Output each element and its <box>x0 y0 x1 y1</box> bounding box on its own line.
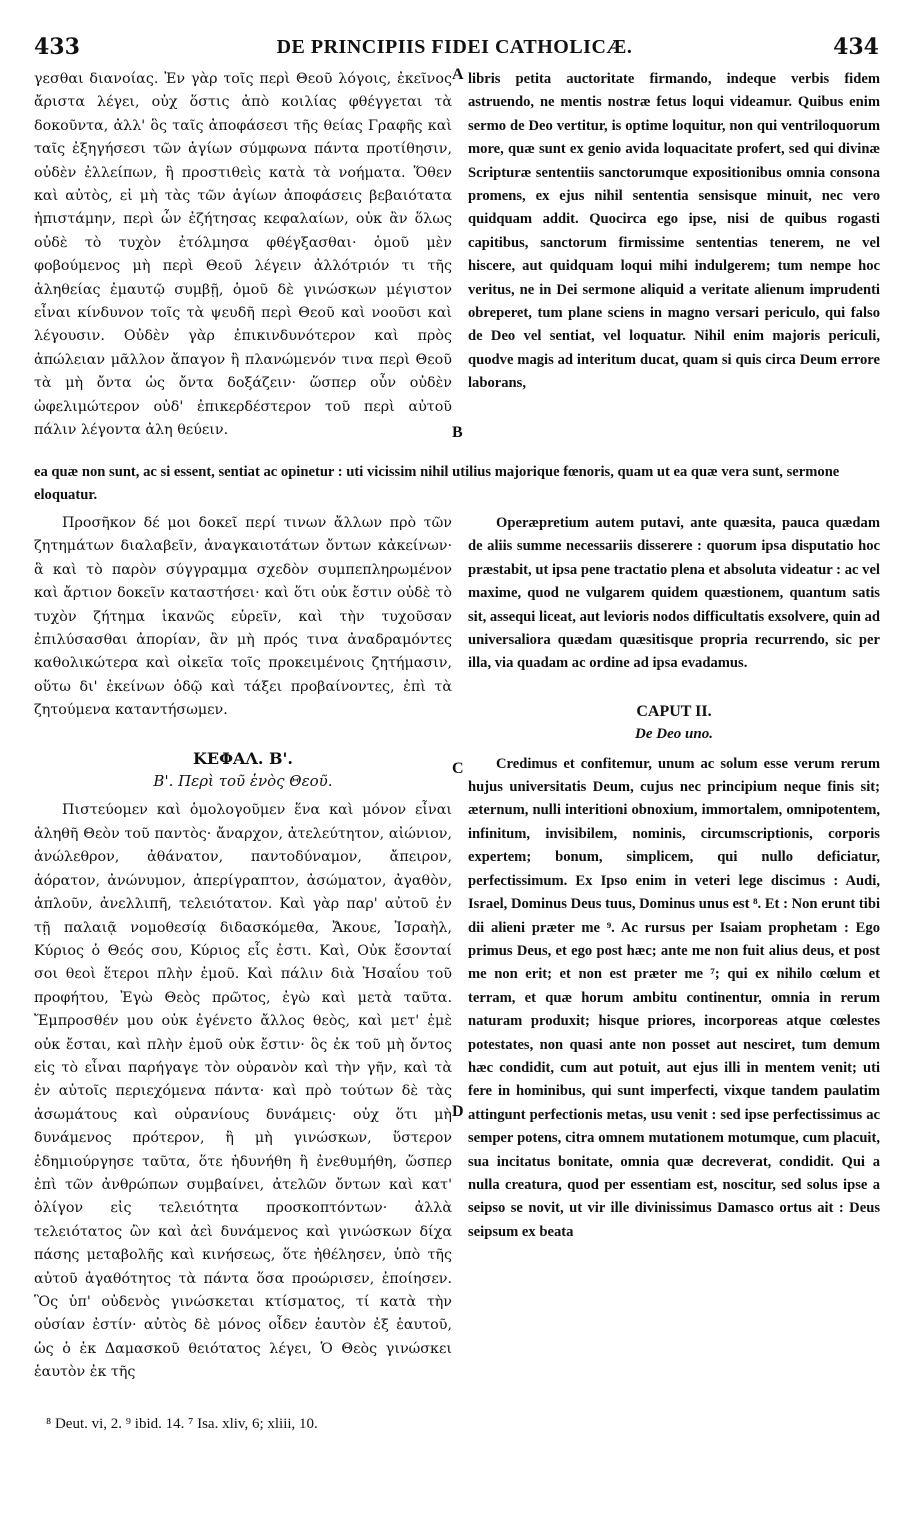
greek-paragraph-2: Προσῆκον δέ μοι δοκεῖ περί τινων ἄλλων πρὸ τῶν ζητημάτων διαλαβεῖν, ἀναγκαιοτάτων ὄντων κἀκείνων· ἃ καὶ τὸ παρὸν σύγγραμμα σχεδὸν συμπεπληρωμένον καὶ ἄρτιον δοκεῖν καταστήσει· καὶ ὅτι οὐκ ἔστιν οὐδὲ τὸ τυχὸν ζήτημα ἱκανῶς εὑρεῖν, καὶ τὴν τυχοῦσαν ἐπιλύσασθαι ἀπορίαν, ἂν μὴ πρός τινα ἀναδραμόντες καθολικώτερα καὶ οἰκεῖα τοῖς προκειμένοις ζητήμασιν, οὕτω δι' ἐκείνων ὁδῷ καὶ τάξει προβαίνοντες, ἐπὶ τὰ ζητούμενα καταντήσωμεν. <box>34 515 452 719</box>
greek-chapter-heading: ΚΕΦΑΛ. Β'. <box>193 748 293 768</box>
right-page-number: 434 <box>833 34 879 60</box>
running-header <box>20 34 889 64</box>
margin-letter-d: D <box>452 1103 464 1120</box>
footnotes: ⁸ Deut. vi, 2. ⁹ ibid. 14. ⁷ Isa. xliv, 6; xliii, 10. <box>46 1416 318 1432</box>
greek-paragraph-3: Πιστεύομεν καὶ ὁμολογοῦμεν ἕνα καὶ μόνον εἶναι ἀληθῆ Θεὸν τοῦ παντὸς· ἄναρχον, ἀτελεύτητον, αἰώνιον, ἀνώλεθρον, ἀθάνατον, παντοδύναμον, ἄπειρον, ἀόρατον, ἀνώνυμον, ἀπερίγραπτον, ἀσώματον, ἀγαθὸν, ἁπλοῦν, ἀνελλιπῆ, τελειότατον. Καὶ γὰρ παρ' αὐτοῦ ἐν τῇ παλαιᾷ νομοθεσίᾳ διδασκόμεθα, Ἄκουε, Ἰσραὴλ, Κύριος ὁ Θεός σου, Κύριος εἷς ἐστι. Καὶ, Οὐκ ἔσονταί σοι θεοὶ ἕτεροι πλὴν ἐμοῦ. Καὶ πάλιν διὰ Ἠσαΐου τοῦ προφήτου, Ἐγὼ Θεὸς πρῶτος, ἐγὼ καὶ μετὰ ταῦτα. Ἔμπροσθέν μου οὐκ ἐγένετο ἄλλος θεὸς, καὶ μετ' ἐμὲ οὐκ ἔσται, καὶ πλὴν ἐμοῦ οὐκ ἔστιν· ὃς ἐκ τοῦ μὴ ὄντος εἰς τὸ εἶναι παρήγαγε τὸν οὐρανὸν καὶ τὴν γῆν, καὶ τὰ ἐν αὐτοῖς περιεχόμενα πάντα· καὶ πρὸ τούτων δὲ τὰς ἀσωμάτους καὶ οὐρανίους δυνάμεις· οὐχ ὅτι μὴ δυνάμενος πρότερον, ἢ μὴ γινώσκων, ὕστερον ἐδημιούργησε ταῦτα, ὅτε ἠδυνήθη ἢ ἐνεθυμήθη, ὥσπερ ἐπὶ τῶν ἀνθρώπων συμβαίνει, ἀτελῶν ὄντων καὶ κατ' ὀλίγον εἰς τελειότητα προσκοπτόντων· ἀλλὰ τελειότατος ὢν καὶ ἀεὶ δυνάμενος καὶ γινώσκων δίχα πάσης μεταβολῆς καὶ κινήσεως, ὅτε ἠθέλησεν, ὑπὸ τῆς αὐτοῦ ἀγαθότητος τὰ πάντα ὅσα προώρισεν, ἐποίησεν. Ὃς ὑπ' οὐδενὸς γινώσκεται κτίσματος, τί κατὰ τὴν οὐσίαν ἐστίν· αὐτὸς δὲ μόνος οἶδεν ἑαυτὸν ἐξ ἑαυτοῦ, ὡς ὁ ἐκ Δαμασκοῦ θειότατος λέγει, Ὁ Θεὸς γινώσκει ἑαυτὸν ἐκ τῆς <box>34 802 452 1381</box>
latin-paragraph-2: Operæpretium autem putavi, ante quæsita, pauca quædam de aliis summe necessariis disserere : quorum ipsa disputatio hoc præstabit, ut ipsa pene tractatio plena et absoluta videatur : ac vel maxime, quod ne vulgarem quidem quæstionem, quantum satis sit, assequi liceat, aut levioris nodos difficultatis exsolvere, quin ad universaliora quædam quæsitisque propria recurrendo, sic per illa, via quadam ac ordine ad ipsa evadamus. <box>468 515 880 672</box>
greek-column <box>34 68 452 463</box>
latin-chapter-subtitle: De Deo uno. <box>635 726 713 743</box>
running-title: DE PRINCIPIIS FIDEI CATHOLICÆ. <box>276 36 633 58</box>
greek-column-lower <box>34 512 452 1407</box>
margin-letter-b: B <box>452 424 463 441</box>
margin-letter-c: C <box>452 760 464 777</box>
greek-paragraph-1: γεσθαι διανοίας. Ἐν γὰρ τοῖς περὶ Θεοῦ λόγοις, ἐκεῖνος ἄριστα λέγει, οὐχ ὅστις ἀπὸ κοιλίας φθέγγεται τὰ δοκοῦντα, ἀλλ' ὃς ταῖς ἀποφάσεσι τῆς θείας Γραφῆς καὶ ταῖς ἐξηγήσεσι τῶν ἁγίων σύμφωνα πάντα προτίθησιν, οὐδὲν ἐλλείπων, ἢ προστιθεὶς κατὰ τὰ νοήματα. Ὅθεν καὶ αὐτὸς, εἰ μὴ τὰς τῶν ἁγίων ἀποφάσεις βεβαιότατα ἠπιστάμην, περὶ ὧν ἐζήτησας κεφαλαίων, οὐκ ἂν ὅλως οὐδὲ τὸ τυχὸν ἐτόλμησα φθέγξασθαι· ὁμοῦ μὲν φοβούμενος μὴ περὶ Θεοῦ λέγειν ἀλλότριόν τι τῆς ἀληθείας ἐμαυτῷ συμβῇ, ὁμοῦ δὲ γινώσκων μέγιστον εἶναι κίνδυνον τοῖς τὰ ψευδῆ περὶ Θεοῦ καὶ νοοῦσι καὶ λέγουσιν. Οὐδὲν γὰρ ἐπικινδυνότερον καὶ πρὸς ἀπώλειαν μᾶλλον ἄπαγον ἢ πλανώμενόν τινα περὶ Θεοῦ τὰ μὴ ὄντα ὡς ὄντα δοξάζειν· ὥσπερ οὖν οὐδὲν ὠφελιμώτερον οὐδ' ἐπικερδέστερον τοῦ περὶ αὐτοῦ πάλιν λέγοντα ἀλη θεύειν. <box>34 71 452 439</box>
latin-paragraph-3: Credimus et confitemur, unum ac solum esse verum rerum hujus universitatis Deum, cujus nec principium neque finis sit; æternum, nulli interitioni obnoxium, immortalem, omnipotentem, infinitum, invisibilem, nominis, circumscriptionis, corporis expertem; bonum, simplicem, qui nullo deficiatur, perfectissimum. Ex Ipso enim in veteri lege discimus : Audi, Israel, Dominus Deus tuus, Dominus unus est ⁸. Et : Non erunt tibi dii alieni præter me ⁹. Ac rursus per Isaiam prophetam : Ego primus Deus, et ego post hæc; ante me non fuit alius deus, et post me non erit; et non est præter me ⁷; qui ex nihilo cœlum et terram, et quæ horum ambitu continentur, omnia in rerum naturam produxit; hisque priores, incorporeas atque cœlestes potestates, non quasi ante non posset aut nesciret, tum demum hæc condidit, cum aut potuit, aut ejus illi in mentem venit; uti fere in hominibus, qui sunt imperfecti, vixque tandem paulatim attingunt perfectionis metas, usu venit : sed ipse perfectissimus ac semper potens, citra omnem mutationem motumque, cum placuit, sua incitatus bonitate, omnia quæ decreverat, condidit. Qui a nulla creatura, quod per essentiam est, noscitur, sed solus ipse a seipso se novit, ut vir ille divinissimus Damasco ortus ait : Deus seipsum ex beata <box>468 755 880 1240</box>
margin-letter-a: A <box>452 66 464 83</box>
latin-column-lower <box>468 512 880 1407</box>
latin-paragraph-1: libris petita auctoritate firmando, indeque verbis fidem astruendo, ne mentis nostræ fetus loqui videamur. Quibus enim sermo de Deo vertitur, is optime loquitur, non qui ventriloquorum more, quæ sunt ex genio avida loquacitate profert, sed qui divinæ Scripturæ sententiis sanctorumque expositionibus omnia consona promens, ex ejus nihil sententia sensisque minuit, nec vero quidquam addit. Quocirca ego ipse, nisi de quibus rogasti capitibus, sanctorum firmissime sententias tenerem, ne vel hiscere, aut quidquam loqui mihi indulgerem; tum nempe hoc veritus, ne in Dei sermone aliquid a veritate alienum imprudenti obreperet, tum plane sciens in magno versari periculo, qui falso de Deo vel sentiat, vel loquatur. Nihil enim majoris periculi, quodve magis ad interitum ducat, quam si quis circa Deum errore laborans, <box>468 71 880 392</box>
latin-span-text: ea quæ non sunt, ac si essent, sentiat ac opinetur : uti vicissim nihil utilius majorique fœnoris, quam ut ea quæ vera sunt, sermone eloquatur. <box>34 464 840 504</box>
greek-chapter-subtitle: Β'. Περὶ τοῦ ἑνὸς Θεοῦ. <box>153 772 333 791</box>
latin-chapter-heading: CAPUT II. <box>636 702 712 720</box>
left-page-number: 433 <box>34 34 80 60</box>
latin-column <box>468 68 880 460</box>
latin-spanning-lines <box>34 461 880 508</box>
